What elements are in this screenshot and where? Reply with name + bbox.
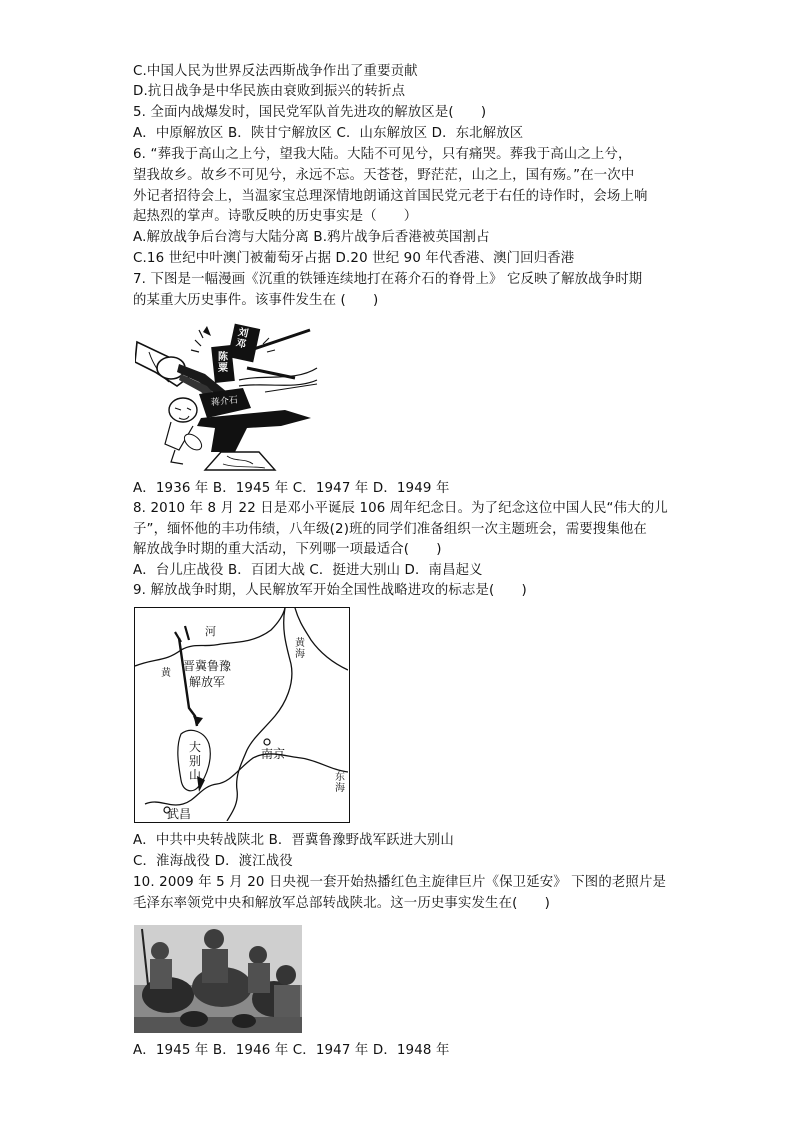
question-6-line1: 6. “葬我于高山之上兮，望我大陆。大陆不可见兮，只有痛哭。葬我于高山之上兮， [133, 147, 632, 162]
question-8-line1: 8. 2010 年 8 月 22 日是邓小平诞辰 106 周年纪念日。为了纪念这位中国人民“伟大的儿 [133, 501, 668, 516]
photo-silhouettes [134, 925, 302, 1033]
map-label-army-2: 解放军 [189, 675, 226, 689]
question-7-line1: 7. 下图是一幅漫画《沉重的铁锤连续地打在蒋介石的脊骨上》 它反映了解放战争时期 [133, 272, 643, 287]
question-5-options: A．中原解放区 B．陕甘宁解放区 C．山东解放区 D．东北解放区 [133, 126, 524, 141]
map-label-yellow-sea: 黄海 [295, 638, 305, 660]
question-8-options: A．台儿庄战役 B．百团大战 C．挺进大别山 D．南昌起义 [133, 563, 483, 578]
map-label-east-sea: 东海 [335, 772, 345, 794]
question-6-line4: 起热烈的掌声。诗歌反映的历史事实是（ ） [133, 209, 418, 224]
question-10-line2: 毛泽东率领党中央和解放军总部转战陕北。这一历史事实发生在( ) [133, 896, 550, 911]
question-8-line3: 解放战争时期的重大活动，下列哪一项最适合( ) [133, 542, 442, 557]
map-label-he: 河 [205, 625, 216, 638]
question-7-options: A．1936 年 B．1945 年 C．1947 年 D．1949 年 [133, 481, 450, 496]
question-6-options-ab: A.解放战争后台湾与大陆分离 B.鸦片战争后香港被英国割占 [133, 230, 490, 245]
question-9-options-ab: A．中共中央转战陕北 B．晋冀鲁豫野战军跃进大别山 [133, 833, 454, 848]
question-10-options: A．1945 年 B．1946 年 C．1947 年 D．1948 年 [133, 1043, 450, 1058]
anvil-label-jiang: 蒋介石 [210, 395, 239, 409]
hammer-label-chensu: 陈粟 [218, 352, 228, 374]
question-5: 5. 全面内战爆发时，国民党军队首先进攻的解放区是( ) [133, 105, 487, 120]
map-label-wuchang: 武昌 [167, 807, 192, 821]
question-6-line3: 外记者招待会上，当温家宝总理深情地朗诵这首国民党元老于右任的诗作时，会场上响 [133, 189, 648, 204]
map-label-army-1: 晋冀鲁豫 [183, 659, 232, 673]
hammer-label-liudeng: 刘邓 [234, 327, 250, 351]
map-lines [135, 608, 348, 821]
question-7-line2: 的某重大历史事件。该事件发生在 ( ) [133, 293, 379, 308]
option-d-line: D.抗日战争是中华民族由衰败到振兴的转折点 [133, 84, 406, 99]
question-9-options-cd: C．淮海战役 D．渡江战役 [133, 854, 293, 869]
question-6-line2: 望我故乡。故乡不可见兮，永远不忘。天苍苍，野茫茫，山之上，国有殇。”在一次中 [133, 168, 635, 183]
option-c-line: C.中国人民为世界反法西斯战争作出了重要贡献 [133, 64, 418, 79]
map-label-huang: 黄 [161, 668, 171, 679]
map-label-nanjing: 南京 [261, 747, 286, 761]
historical-photo [134, 925, 302, 1033]
cartoon-image [135, 322, 320, 472]
question-9: 9. 解放战争时期，人民解放军开始全国性战略进攻的标志是( ) [133, 583, 527, 598]
question-6-options-cd: C.16 世纪中叶澳门被葡萄牙占据 D.20 世纪 90 年代香港、澳门回归香港 [133, 251, 575, 266]
map-dabie-mountains [134, 607, 350, 823]
map-label-dabieshan: 大别山 [189, 740, 202, 782]
question-8-line2: 子”，缅怀他的丰功伟绩，八年级(2)班的同学们准备组织一次主题班会，需要搜集他在 [133, 522, 647, 537]
question-10-line1: 10. 2009 年 5 月 20 日央视一套开始热播红色主旋律巨片《保卫延安》 下图的老照片是 [133, 875, 667, 890]
